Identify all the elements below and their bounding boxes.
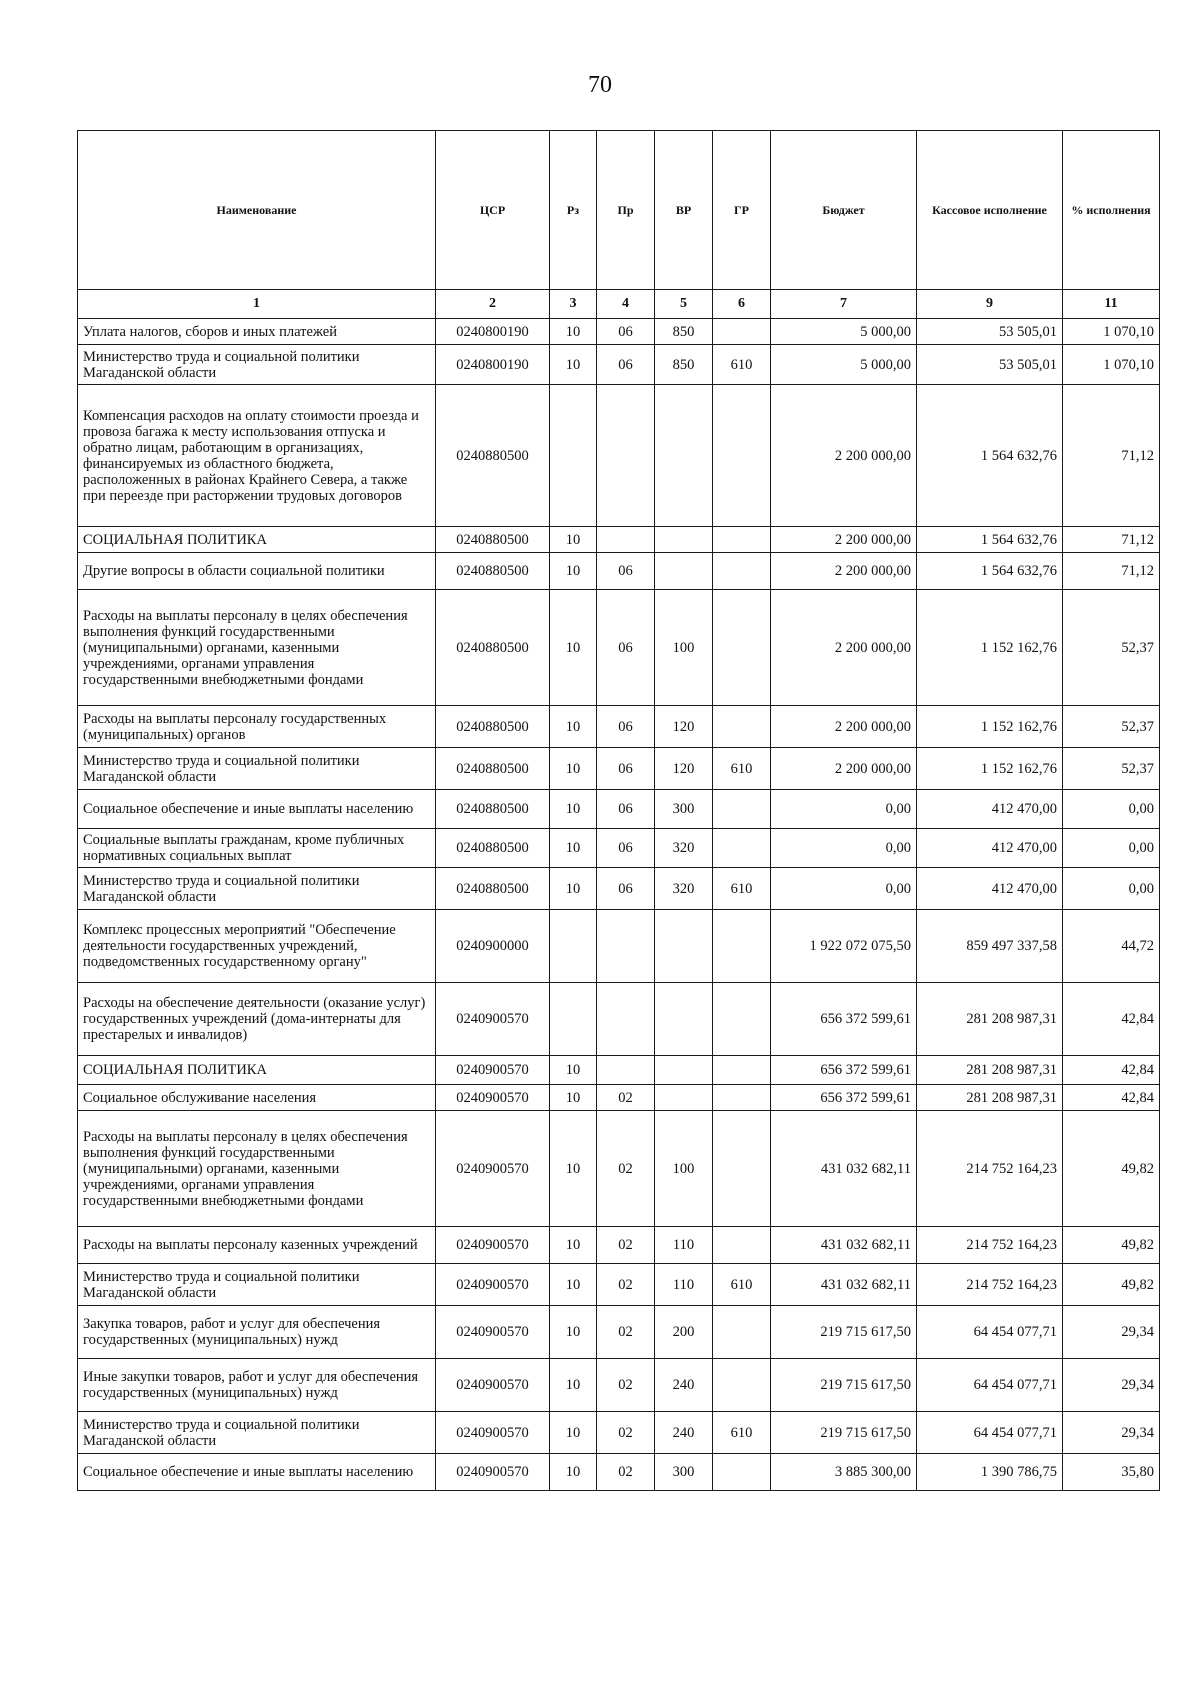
row-cash-execution: 64 454 077,71 bbox=[917, 1412, 1063, 1454]
row-name: Расходы на выплаты персоналу в целях обеспечения выполнения функций государственными (муниципальными) органами, казенными учреждениями, органами управления государственными внебюджетными фондами bbox=[78, 1111, 436, 1227]
column-number: 11 bbox=[1063, 290, 1160, 319]
row-csr: 0240880500 bbox=[436, 706, 550, 748]
column-number: 1 bbox=[78, 290, 436, 319]
row-vr bbox=[655, 983, 713, 1056]
row-vr: 320 bbox=[655, 868, 713, 910]
header-rz: Рз bbox=[550, 131, 597, 290]
row-cash-execution: 859 497 337,58 bbox=[917, 910, 1063, 983]
column-number: 6 bbox=[713, 290, 771, 319]
row-vr: 240 bbox=[655, 1412, 713, 1454]
row-csr: 0240880500 bbox=[436, 829, 550, 868]
row-csr: 0240900000 bbox=[436, 910, 550, 983]
row-name: Министерство труда и социальной политики Магаданской области bbox=[78, 868, 436, 910]
row-pr bbox=[597, 527, 655, 553]
row-csr: 0240900570 bbox=[436, 1056, 550, 1085]
row-budget: 1 922 072 075,50 bbox=[771, 910, 917, 983]
row-pr: 02 bbox=[597, 1085, 655, 1111]
row-vr: 120 bbox=[655, 748, 713, 790]
header-cash-execution: Кассовое исполнение bbox=[917, 131, 1063, 290]
table-row bbox=[78, 1227, 1160, 1264]
row-vr: 320 bbox=[655, 829, 713, 868]
row-cash-execution: 1 152 162,76 bbox=[917, 706, 1063, 748]
row-vr bbox=[655, 910, 713, 983]
row-vr bbox=[655, 527, 713, 553]
row-vr bbox=[655, 553, 713, 590]
row-csr: 0240880500 bbox=[436, 527, 550, 553]
row-name: Расходы на выплаты персоналу государственных (муниципальных) органов bbox=[78, 706, 436, 748]
row-budget: 656 372 599,61 bbox=[771, 1085, 917, 1111]
row-rz: 10 bbox=[550, 706, 597, 748]
table-row bbox=[78, 790, 1160, 829]
row-vr bbox=[655, 385, 713, 527]
row-rz: 10 bbox=[550, 790, 597, 829]
row-gr bbox=[713, 1111, 771, 1227]
row-vr: 100 bbox=[655, 590, 713, 706]
table-row bbox=[78, 590, 1160, 706]
row-rz: 10 bbox=[550, 1085, 597, 1111]
row-budget: 2 200 000,00 bbox=[771, 590, 917, 706]
row-pr bbox=[597, 1056, 655, 1085]
row-cash-execution: 412 470,00 bbox=[917, 790, 1063, 829]
row-percent-execution: 1 070,10 bbox=[1063, 345, 1160, 385]
row-rz: 10 bbox=[550, 1111, 597, 1227]
table-row bbox=[78, 385, 1160, 527]
row-pr: 02 bbox=[597, 1227, 655, 1264]
row-gr bbox=[713, 527, 771, 553]
row-percent-execution: 71,12 bbox=[1063, 527, 1160, 553]
row-csr: 0240900570 bbox=[436, 1454, 550, 1491]
row-cash-execution: 412 470,00 bbox=[917, 868, 1063, 910]
row-name: Расходы на выплаты персоналу казенных учреждений bbox=[78, 1227, 436, 1264]
row-rz: 10 bbox=[550, 1306, 597, 1359]
row-gr bbox=[713, 385, 771, 527]
table-row bbox=[78, 748, 1160, 790]
row-vr: 850 bbox=[655, 319, 713, 345]
table-row bbox=[78, 1111, 1160, 1227]
table-row bbox=[78, 1264, 1160, 1306]
row-name: Компенсация расходов на оплату стоимости проезда и провоза багажа к месту использования отпуска и обратно лицам, работающим в организациях, финансируемых из областного бюджета, расположенных в районах Крайнего Севера, а также при переезде при расторжении трудовых договоров bbox=[78, 385, 436, 527]
row-percent-execution: 52,37 bbox=[1063, 706, 1160, 748]
table-row bbox=[78, 1412, 1160, 1454]
row-budget: 431 032 682,11 bbox=[771, 1227, 917, 1264]
row-vr: 300 bbox=[655, 1454, 713, 1491]
row-budget: 219 715 617,50 bbox=[771, 1412, 917, 1454]
row-pr: 06 bbox=[597, 829, 655, 868]
row-cash-execution: 53 505,01 bbox=[917, 345, 1063, 385]
row-rz: 10 bbox=[550, 1227, 597, 1264]
row-budget: 2 200 000,00 bbox=[771, 385, 917, 527]
row-csr: 0240880500 bbox=[436, 590, 550, 706]
row-gr bbox=[713, 319, 771, 345]
table-row bbox=[78, 983, 1160, 1056]
row-budget: 5 000,00 bbox=[771, 319, 917, 345]
row-budget: 219 715 617,50 bbox=[771, 1359, 917, 1412]
row-cash-execution: 1 564 632,76 bbox=[917, 527, 1063, 553]
row-budget: 656 372 599,61 bbox=[771, 1056, 917, 1085]
row-csr: 0240880500 bbox=[436, 385, 550, 527]
row-cash-execution: 64 454 077,71 bbox=[917, 1306, 1063, 1359]
table-row bbox=[78, 553, 1160, 590]
row-gr: 610 bbox=[713, 1264, 771, 1306]
row-csr: 0240800190 bbox=[436, 345, 550, 385]
column-number: 4 bbox=[597, 290, 655, 319]
row-cash-execution: 214 752 164,23 bbox=[917, 1264, 1063, 1306]
row-gr bbox=[713, 983, 771, 1056]
row-percent-execution: 35,80 bbox=[1063, 1454, 1160, 1491]
row-cash-execution: 214 752 164,23 bbox=[917, 1111, 1063, 1227]
row-csr: 0240880500 bbox=[436, 553, 550, 590]
row-vr bbox=[655, 1056, 713, 1085]
row-rz: 10 bbox=[550, 1264, 597, 1306]
row-csr: 0240900570 bbox=[436, 1227, 550, 1264]
row-cash-execution: 53 505,01 bbox=[917, 319, 1063, 345]
row-budget: 0,00 bbox=[771, 868, 917, 910]
row-csr: 0240900570 bbox=[436, 983, 550, 1056]
row-budget: 431 032 682,11 bbox=[771, 1111, 917, 1227]
row-percent-execution: 44,72 bbox=[1063, 910, 1160, 983]
row-csr: 0240900570 bbox=[436, 1111, 550, 1227]
row-name: Иные закупки товаров, работ и услуг для обеспечения государственных (муниципальных) нужд bbox=[78, 1359, 436, 1412]
table-row bbox=[78, 706, 1160, 748]
row-gr bbox=[713, 790, 771, 829]
row-gr bbox=[713, 553, 771, 590]
row-percent-execution: 42,84 bbox=[1063, 1056, 1160, 1085]
row-name: Закупка товаров, работ и услуг для обеспечения государственных (муниципальных) нужд bbox=[78, 1306, 436, 1359]
row-vr: 300 bbox=[655, 790, 713, 829]
row-name: Расходы на выплаты персоналу в целях обеспечения выполнения функций государственными (муниципальными) органами, казенными учреждениями, органами управления государственными внебюджетными фондами bbox=[78, 590, 436, 706]
table-row bbox=[78, 345, 1160, 385]
row-gr: 610 bbox=[713, 868, 771, 910]
column-number: 2 bbox=[436, 290, 550, 319]
row-cash-execution: 1 564 632,76 bbox=[917, 553, 1063, 590]
row-rz: 10 bbox=[550, 590, 597, 706]
table-row bbox=[78, 868, 1160, 910]
row-rz bbox=[550, 910, 597, 983]
row-name: Другие вопросы в области социальной политики bbox=[78, 553, 436, 590]
row-percent-execution: 52,37 bbox=[1063, 748, 1160, 790]
row-pr: 06 bbox=[597, 868, 655, 910]
table-row bbox=[78, 910, 1160, 983]
row-percent-execution: 71,12 bbox=[1063, 553, 1160, 590]
row-vr bbox=[655, 1085, 713, 1111]
row-name: Уплата налогов, сборов и иных платежей bbox=[78, 319, 436, 345]
row-name: Расходы на обеспечение деятельности (оказание услуг) государственных учреждений (дома-интернаты для престарелых и инвалидов) bbox=[78, 983, 436, 1056]
row-percent-execution: 49,82 bbox=[1063, 1264, 1160, 1306]
column-number: 5 bbox=[655, 290, 713, 319]
table-row bbox=[78, 527, 1160, 553]
row-pr: 02 bbox=[597, 1454, 655, 1491]
row-csr: 0240900570 bbox=[436, 1085, 550, 1111]
table-row bbox=[78, 319, 1160, 345]
row-csr: 0240900570 bbox=[436, 1306, 550, 1359]
row-rz bbox=[550, 385, 597, 527]
row-pr: 06 bbox=[597, 319, 655, 345]
row-gr: 610 bbox=[713, 748, 771, 790]
row-gr: 610 bbox=[713, 345, 771, 385]
row-pr: 02 bbox=[597, 1111, 655, 1227]
row-percent-execution: 1 070,10 bbox=[1063, 319, 1160, 345]
row-percent-execution: 71,12 bbox=[1063, 385, 1160, 527]
row-rz: 10 bbox=[550, 1359, 597, 1412]
row-name: Министерство труда и социальной политики Магаданской области bbox=[78, 345, 436, 385]
row-name: Социальное обеспечение и иные выплаты населению bbox=[78, 1454, 436, 1491]
row-rz: 10 bbox=[550, 748, 597, 790]
row-rz bbox=[550, 983, 597, 1056]
row-csr: 0240880500 bbox=[436, 748, 550, 790]
header-budget: Бюджет bbox=[771, 131, 917, 290]
table-row bbox=[78, 1056, 1160, 1085]
row-gr bbox=[713, 1056, 771, 1085]
header-gr: ГР bbox=[713, 131, 771, 290]
table-row bbox=[78, 1306, 1160, 1359]
header-row bbox=[78, 131, 1160, 290]
row-csr: 0240880500 bbox=[436, 790, 550, 829]
row-vr: 200 bbox=[655, 1306, 713, 1359]
row-percent-execution: 49,82 bbox=[1063, 1227, 1160, 1264]
row-percent-execution: 29,34 bbox=[1063, 1359, 1160, 1412]
row-gr bbox=[713, 1227, 771, 1264]
row-csr: 0240800190 bbox=[436, 319, 550, 345]
row-cash-execution: 412 470,00 bbox=[917, 829, 1063, 868]
row-rz: 10 bbox=[550, 868, 597, 910]
row-budget: 2 200 000,00 bbox=[771, 748, 917, 790]
table-row bbox=[78, 1085, 1160, 1111]
row-gr bbox=[713, 590, 771, 706]
column-number: 3 bbox=[550, 290, 597, 319]
row-pr bbox=[597, 983, 655, 1056]
row-rz: 10 bbox=[550, 553, 597, 590]
column-number-row bbox=[78, 290, 1160, 319]
row-pr: 02 bbox=[597, 1306, 655, 1359]
row-gr bbox=[713, 910, 771, 983]
table-row bbox=[78, 1454, 1160, 1491]
header-name: Наименование bbox=[78, 131, 436, 290]
row-budget: 656 372 599,61 bbox=[771, 983, 917, 1056]
row-pr: 06 bbox=[597, 748, 655, 790]
row-name: СОЦИАЛЬНАЯ ПОЛИТИКА bbox=[78, 527, 436, 553]
row-pr: 02 bbox=[597, 1359, 655, 1412]
row-percent-execution: 42,84 bbox=[1063, 1085, 1160, 1111]
row-percent-execution: 49,82 bbox=[1063, 1111, 1160, 1227]
row-vr: 850 bbox=[655, 345, 713, 385]
header-pr: Пр bbox=[597, 131, 655, 290]
row-pr: 06 bbox=[597, 706, 655, 748]
row-pr: 06 bbox=[597, 553, 655, 590]
row-cash-execution: 281 208 987,31 bbox=[917, 983, 1063, 1056]
row-gr bbox=[713, 1085, 771, 1111]
row-pr bbox=[597, 385, 655, 527]
row-cash-execution: 214 752 164,23 bbox=[917, 1227, 1063, 1264]
row-cash-execution: 281 208 987,31 bbox=[917, 1085, 1063, 1111]
row-budget: 2 200 000,00 bbox=[771, 706, 917, 748]
row-cash-execution: 1 564 632,76 bbox=[917, 385, 1063, 527]
row-percent-execution: 52,37 bbox=[1063, 590, 1160, 706]
row-percent-execution: 0,00 bbox=[1063, 829, 1160, 868]
row-csr: 0240880500 bbox=[436, 868, 550, 910]
row-budget: 2 200 000,00 bbox=[771, 527, 917, 553]
row-percent-execution: 0,00 bbox=[1063, 790, 1160, 829]
row-cash-execution: 1 152 162,76 bbox=[917, 590, 1063, 706]
row-budget: 219 715 617,50 bbox=[771, 1306, 917, 1359]
row-cash-execution: 281 208 987,31 bbox=[917, 1056, 1063, 1085]
row-rz: 10 bbox=[550, 1454, 597, 1491]
column-number: 9 bbox=[917, 290, 1063, 319]
row-budget: 0,00 bbox=[771, 790, 917, 829]
row-vr: 240 bbox=[655, 1359, 713, 1412]
row-pr: 06 bbox=[597, 790, 655, 829]
row-csr: 0240900570 bbox=[436, 1359, 550, 1412]
header-vr: ВР bbox=[655, 131, 713, 290]
column-number: 7 bbox=[771, 290, 917, 319]
header-csr: ЦСР bbox=[436, 131, 550, 290]
row-gr bbox=[713, 1454, 771, 1491]
page-number: 70 bbox=[588, 72, 612, 98]
row-rz: 10 bbox=[550, 829, 597, 868]
row-percent-execution: 29,34 bbox=[1063, 1306, 1160, 1359]
row-percent-execution: 42,84 bbox=[1063, 983, 1160, 1056]
row-budget: 5 000,00 bbox=[771, 345, 917, 385]
row-gr bbox=[713, 706, 771, 748]
row-budget: 2 200 000,00 bbox=[771, 553, 917, 590]
row-name: Министерство труда и социальной политики Магаданской области bbox=[78, 748, 436, 790]
row-gr bbox=[713, 829, 771, 868]
row-gr bbox=[713, 1359, 771, 1412]
row-percent-execution: 0,00 bbox=[1063, 868, 1160, 910]
row-percent-execution: 29,34 bbox=[1063, 1412, 1160, 1454]
row-name: Социальные выплаты гражданам, кроме публичных нормативных социальных выплат bbox=[78, 829, 436, 868]
row-vr: 110 bbox=[655, 1227, 713, 1264]
row-name: Социальное обеспечение и иные выплаты населению bbox=[78, 790, 436, 829]
row-csr: 0240900570 bbox=[436, 1264, 550, 1306]
row-rz: 10 bbox=[550, 1056, 597, 1085]
row-gr: 610 bbox=[713, 1412, 771, 1454]
row-rz: 10 bbox=[550, 345, 597, 385]
row-cash-execution: 1 390 786,75 bbox=[917, 1454, 1063, 1491]
row-pr: 06 bbox=[597, 590, 655, 706]
row-pr bbox=[597, 910, 655, 983]
row-pr: 06 bbox=[597, 345, 655, 385]
row-name: Министерство труда и социальной политики Магаданской области bbox=[78, 1264, 436, 1306]
table-body bbox=[78, 319, 1160, 1491]
row-cash-execution: 64 454 077,71 bbox=[917, 1359, 1063, 1412]
row-pr: 02 bbox=[597, 1264, 655, 1306]
row-vr: 110 bbox=[655, 1264, 713, 1306]
row-rz: 10 bbox=[550, 527, 597, 553]
row-cash-execution: 1 152 162,76 bbox=[917, 748, 1063, 790]
row-name: Комплекс процессных мероприятий "Обеспечение деятельности государственных учреждений, подведомственных государственному органу" bbox=[78, 910, 436, 983]
row-name: СОЦИАЛЬНАЯ ПОЛИТИКА bbox=[78, 1056, 436, 1085]
row-rz: 10 bbox=[550, 1412, 597, 1454]
budget-execution-table bbox=[77, 130, 1160, 1491]
table-row bbox=[78, 829, 1160, 868]
table-row bbox=[78, 1359, 1160, 1412]
row-name: Министерство труда и социальной политики Магаданской области bbox=[78, 1412, 436, 1454]
row-csr: 0240900570 bbox=[436, 1412, 550, 1454]
row-budget: 431 032 682,11 bbox=[771, 1264, 917, 1306]
row-name: Социальное обслуживание населения bbox=[78, 1085, 436, 1111]
row-budget: 0,00 bbox=[771, 829, 917, 868]
row-rz: 10 bbox=[550, 319, 597, 345]
row-gr bbox=[713, 1306, 771, 1359]
row-vr: 100 bbox=[655, 1111, 713, 1227]
row-budget: 3 885 300,00 bbox=[771, 1454, 917, 1491]
row-pr: 02 bbox=[597, 1412, 655, 1454]
header-percent-execution: % исполнения bbox=[1063, 131, 1160, 290]
row-vr: 120 bbox=[655, 706, 713, 748]
